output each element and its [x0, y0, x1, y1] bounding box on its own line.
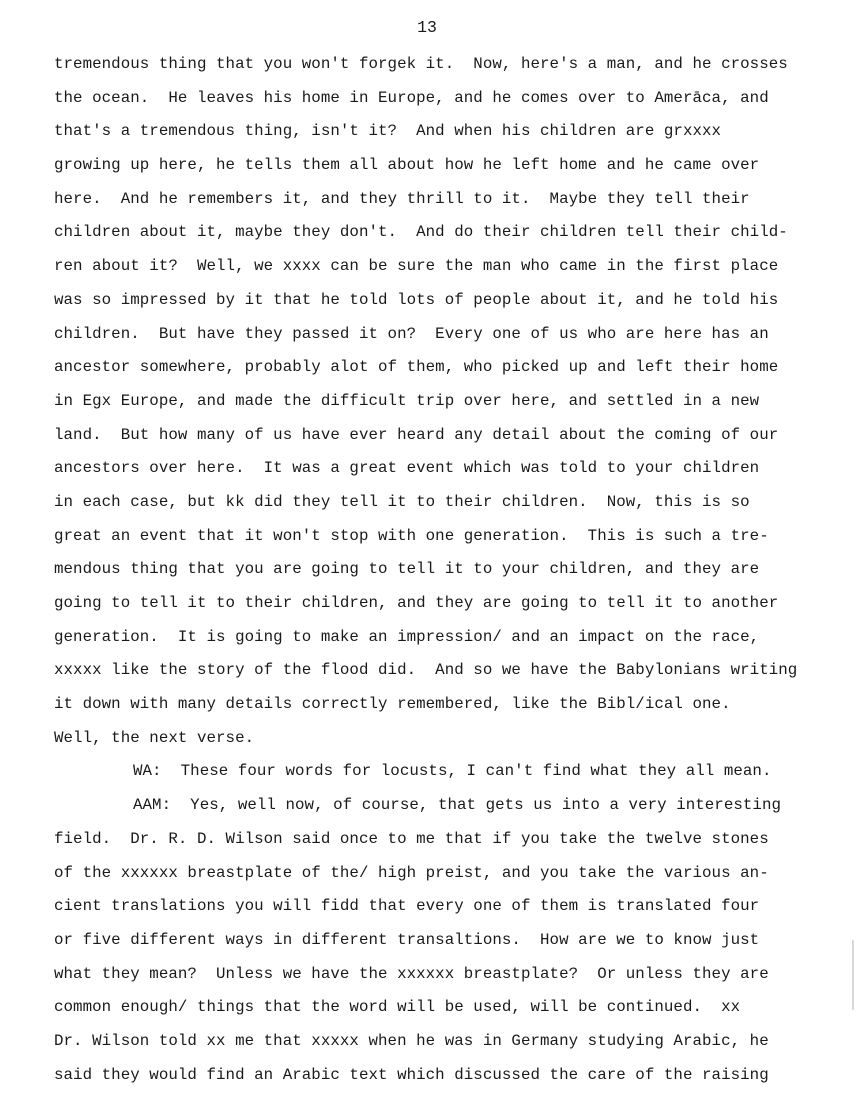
- text-line: children about it, maybe they don't. And do their children tell their child-: [54, 223, 788, 242]
- body-text: [54, 54, 854, 1098]
- text-line: that's a tremendous thing, isn't it? And when his children are grxxxx: [54, 122, 722, 141]
- speaker-line-aam: AAM: Yes, well now, of course, that gets us into a very interesting: [133, 796, 782, 815]
- text-line: xxxxx like the story of the flood did. And so we have the Babylonians writing: [54, 661, 798, 680]
- text-line: going to tell it to their children, and they are going to tell it to another: [54, 594, 779, 612]
- text-line: said they would find an Arabic text which discussed the care of the raising: [54, 1065, 769, 1084]
- text-line: tremendous thing that you won't forgek it. Now, here's a man, and he crosses: [54, 55, 788, 73]
- text-line: cient translations you will fidd that every one of them is translated four: [54, 897, 760, 916]
- text-line: mendous thing that you are going to tell it to your children, and they are: [54, 560, 760, 579]
- page-number: 13: [417, 18, 437, 37]
- text-line: great an event that it won't stop with one generation. This is such a tre-: [54, 526, 769, 545]
- text-line: ancestor somewhere, probably alot of them, who picked up and left their home: [54, 358, 779, 377]
- text-line: growing up here, he tells them all about how he left home and he came over: [54, 156, 760, 175]
- text-line: ancestors over here. It was a great event which was told to your children: [54, 459, 760, 478]
- text-line: or five different ways in different transaltions. How are we to know just: [54, 930, 760, 949]
- text-line: generation. It is going to make an impression/ and an impact on the race,: [54, 627, 760, 646]
- speaker-line-wa: WA: These four words for locusts, I can't find what they all mean.: [133, 762, 772, 781]
- text-line: in each case, but kk did they tell it to their children. Now, this is so: [54, 492, 750, 511]
- text-line: Dr. Wilson told xx me that xxxxx when he was in Germany studying Arabic, he: [54, 1031, 769, 1050]
- text-line: Well, the next verse.: [54, 728, 255, 747]
- text-line: field. Dr. R. D. Wilson said once to me that if you take the twelve stones: [54, 829, 769, 848]
- text-line: was so impressed by it that he told lots of people about it, and he told his: [54, 290, 779, 309]
- text-line: what they mean? Unless we have the xxxxxx breastplate? Or unless they are: [54, 964, 769, 983]
- text-line: the ocean. He leaves his home in Europe, and he comes over to Amerāca, and: [54, 88, 769, 107]
- text-line: ren about it? Well, we xxxx can be sure the man who came in the first place: [54, 257, 779, 276]
- text-line: common enough/ things that the word will be used, will be continued. xx: [54, 998, 741, 1017]
- text-line: land. But how many of us have ever heard any detail about the coming of our: [54, 425, 779, 444]
- text-line: in Egx Europe, and made the difficult trip over here, and settled in a new: [54, 391, 760, 410]
- text-line: of the xxxxxx breastplate of the/ high preist, and you take the various an-: [54, 863, 769, 882]
- text-line: it down with many details correctly remembered, like the Bibl/ical one.: [54, 695, 731, 714]
- text-line: here. And he remembers it, and they thrill to it. Maybe they tell their: [54, 189, 750, 208]
- text-line: children. But have they passed it on? Every one of us who are here has an: [54, 324, 769, 343]
